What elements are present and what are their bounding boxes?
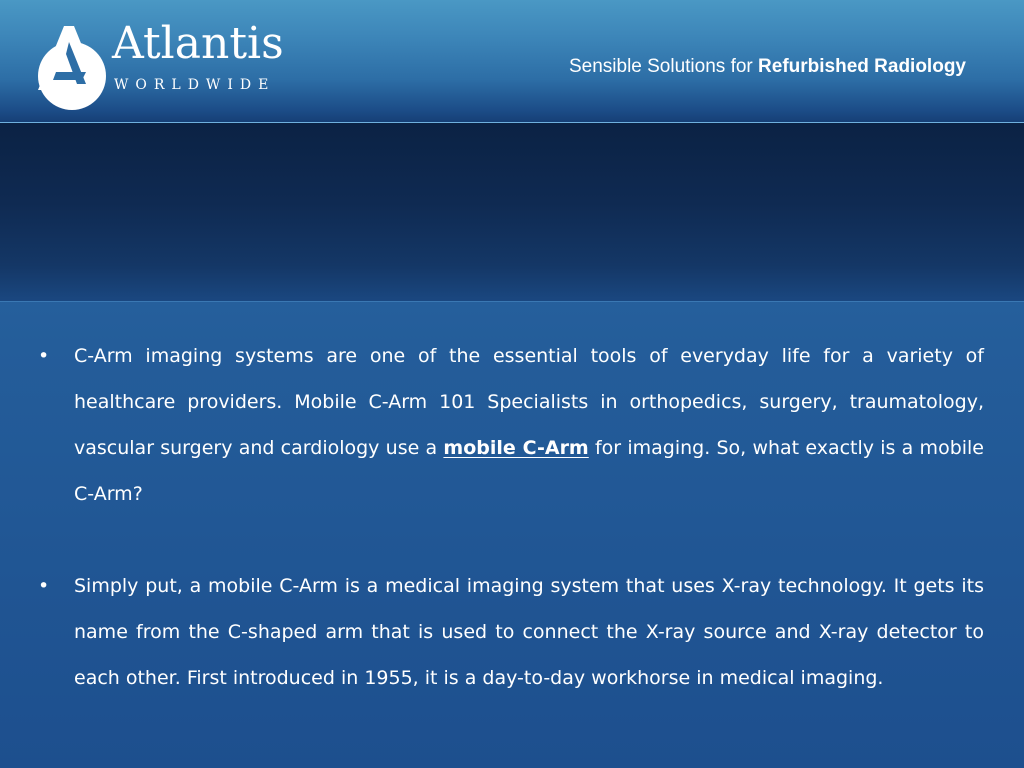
bullet-text-before-link: C-Arm imaging systems are one of the essential tools of everyday life for a variety of healthcare providers. Mobile C-Arm 101 Specialists in orthopedics, surgery, traumatology, vascular surgery and cardiology use a (74, 345, 984, 459)
tagline-prefix: Sensible Solutions for (568, 56, 759, 77)
bullet-dot: • (38, 345, 50, 367)
bullet-text-after-link: for imaging. So, what exactly is a mobile C-Arm? (74, 437, 984, 505)
logo-subtitle: WORLDWIDE (114, 77, 276, 93)
logo-name: Atlantis (112, 18, 284, 69)
mobile-c-arm-link[interactable]: mobile C-Arm (443, 437, 589, 459)
dark-banner (0, 123, 1024, 302)
atlantis-a-circle-logo-icon (30, 20, 110, 112)
bullet-dot: • (38, 575, 50, 597)
tagline (569, 56, 966, 78)
bullet-item-c-arm-definition (38, 563, 984, 701)
bullet-item-c-arm-intro (38, 333, 984, 517)
atlantis-logo[interactable] (30, 18, 310, 114)
header-bar (0, 0, 1024, 123)
slide-content (38, 333, 984, 753)
bullet-text: Simply put, a mobile C-Arm is a medical imaging system that uses X-ray technology. It gets its name from the C-shaped arm that is used to connect the X-ray source and X-ray detector to each other. First introduced in 1955, it is a day-to-day workhorse in medical imaging. (74, 575, 984, 689)
tagline-bold: Refurbished Radiology (758, 56, 966, 77)
